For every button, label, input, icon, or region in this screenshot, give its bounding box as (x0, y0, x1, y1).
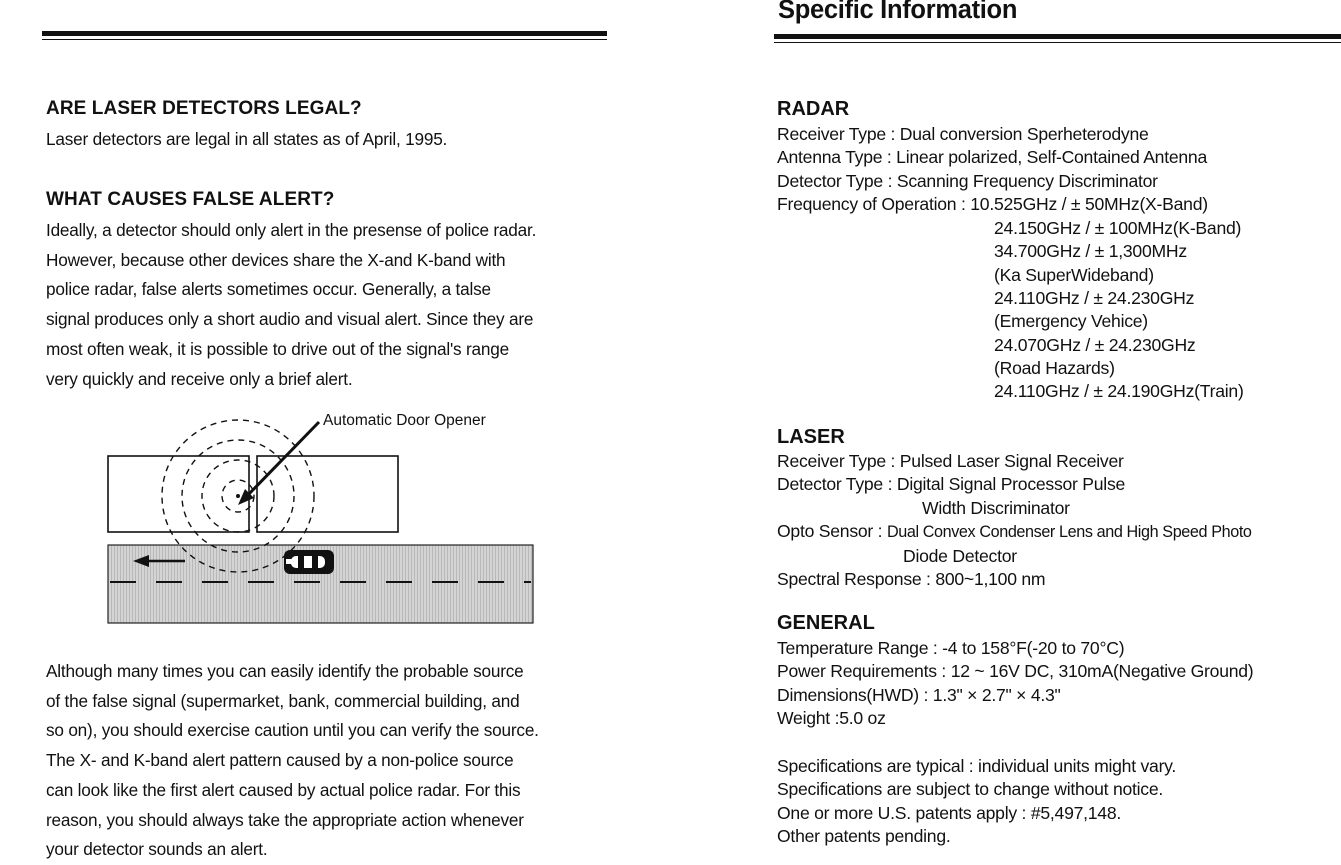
general-specs (777, 637, 1253, 731)
note-line: Other patents pending. (777, 826, 951, 847)
general-weight: Weight :5.0 oz (777, 708, 886, 729)
text-line: can look like the first alert caused by actual police radar. For this (46, 779, 521, 800)
radar-specs (777, 123, 1208, 217)
laser-receiver: Receiver Type : Pulsed Laser Signal Receiver (777, 451, 1124, 471)
diagram-label: Automatic Door Opener (323, 412, 486, 429)
diagram-svg (105, 408, 540, 630)
laser-opto (777, 520, 1252, 544)
page-title: Specific Information (778, 0, 1018, 24)
door-opener-diagram (105, 408, 540, 630)
text-line: most often weak, it is possible to drive out of the signal's range (46, 338, 509, 359)
note-line: One or more U.S. patents apply : #5,497,148. (777, 802, 1122, 823)
frequency-item: 24.110GHz / ± 24.230GHz (994, 288, 1195, 309)
radar-frequency: Frequency of Operation : 10.525GHz / ± 50MHz(X-Band) (777, 194, 1208, 215)
text-line: However, because other devices share the X-and K-band with (46, 249, 506, 270)
text-line: police radar, false alerts sometimes occur. Generally, a talse (46, 279, 491, 300)
laser-legal-heading: ARE LASER DETECTORS LEGAL? (46, 98, 362, 119)
text-line: reason, you should always take the appropriate action whenever (46, 809, 524, 830)
top-rule (42, 31, 607, 36)
building-right (257, 456, 398, 532)
radar-heading: RADAR (777, 98, 850, 120)
laser-legal-text: Laser detectors are legal in all states as of April, 1995. (46, 129, 448, 149)
title-rule (774, 34, 1341, 39)
frequency-list (994, 217, 1244, 404)
note-line: Specifications are typical : individual units might vary. (777, 756, 1177, 776)
laser-spectral: Spectral Response : 800~1,100 nm (777, 569, 1046, 590)
text-line: your detector sounds an alert. (46, 839, 268, 860)
frequency-item: (Emergency Vehice) (994, 311, 1148, 332)
car-icon (284, 550, 334, 574)
building-left (108, 456, 249, 532)
text-line: so on), you should exercise caution until you can verify the source. (46, 720, 539, 741)
spec-notes (777, 755, 1176, 849)
frequency-item: 24.110GHz / ± 24.190GHz(Train) (994, 381, 1244, 402)
radar-detector: Detector Type : Scanning Frequency Discriminator (777, 170, 1158, 191)
laser-specs (777, 450, 1252, 591)
laser-heading: LASER (777, 426, 845, 448)
text-line: very quickly and receive only a brief alert. (46, 368, 353, 389)
right-page (700, 0, 1341, 861)
frequency-item: 24.150GHz / ± 100MHz(K-Band) (994, 218, 1242, 238)
false-alert-heading: WHAT CAUSES FALSE ALERT? (46, 189, 335, 210)
text-line: signal produces only a short audio and visual alert. Since they are (46, 309, 534, 330)
general-dimensions: Dimensions(HWD) : 1.3" × 2.7" × 4.3" (777, 684, 1061, 705)
text-line: Although many times you can easily identify the probable source (46, 661, 524, 681)
opto-value: Dual Convex Condenser Lens and High Speed Photo (886, 523, 1252, 542)
radar-antenna: Antenna Type : Linear polarized, Self-Contained Antenna (777, 147, 1207, 168)
text-line: Ideally, a detector should only alert in the presense of police radar. (46, 220, 537, 240)
text-line: of the false signal (supermarket, bank, commercial building, and (46, 690, 520, 711)
note-line: Specifications are subject to change without notice. (777, 779, 1164, 800)
radar-receiver: Receiver Type : Dual conversion Sperheterodyne (777, 124, 1149, 144)
frequency-item: (Ka SuperWideband) (994, 264, 1154, 285)
false-alert-paragraph (46, 216, 536, 394)
left-page (0, 0, 650, 861)
laser-opto-cont: Diode Detector (903, 545, 1017, 566)
closing-paragraph (46, 657, 539, 865)
laser-detector-cont: Width Discriminator (922, 497, 1070, 518)
general-power: Power Requirements : 12 ~ 16V DC, 310mA(Negative Ground) (777, 661, 1254, 682)
general-heading: GENERAL (777, 612, 875, 634)
opto-label: Opto Sensor : (777, 521, 887, 542)
text-line: The X- and K-band alert pattern caused by a non-police source (46, 750, 514, 771)
frequency-item: (Road Hazards) (994, 358, 1115, 379)
laser-detector: Detector Type : Digital Signal Processor Pulse (777, 474, 1126, 495)
general-temperature: Temperature Range : -4 to 158°F(-20 to 70°C) (777, 638, 1125, 658)
frequency-item: 34.700GHz / ± 1,300MHz (994, 241, 1187, 262)
frequency-item: 24.070GHz / ± 24.230GHz (994, 334, 1196, 355)
